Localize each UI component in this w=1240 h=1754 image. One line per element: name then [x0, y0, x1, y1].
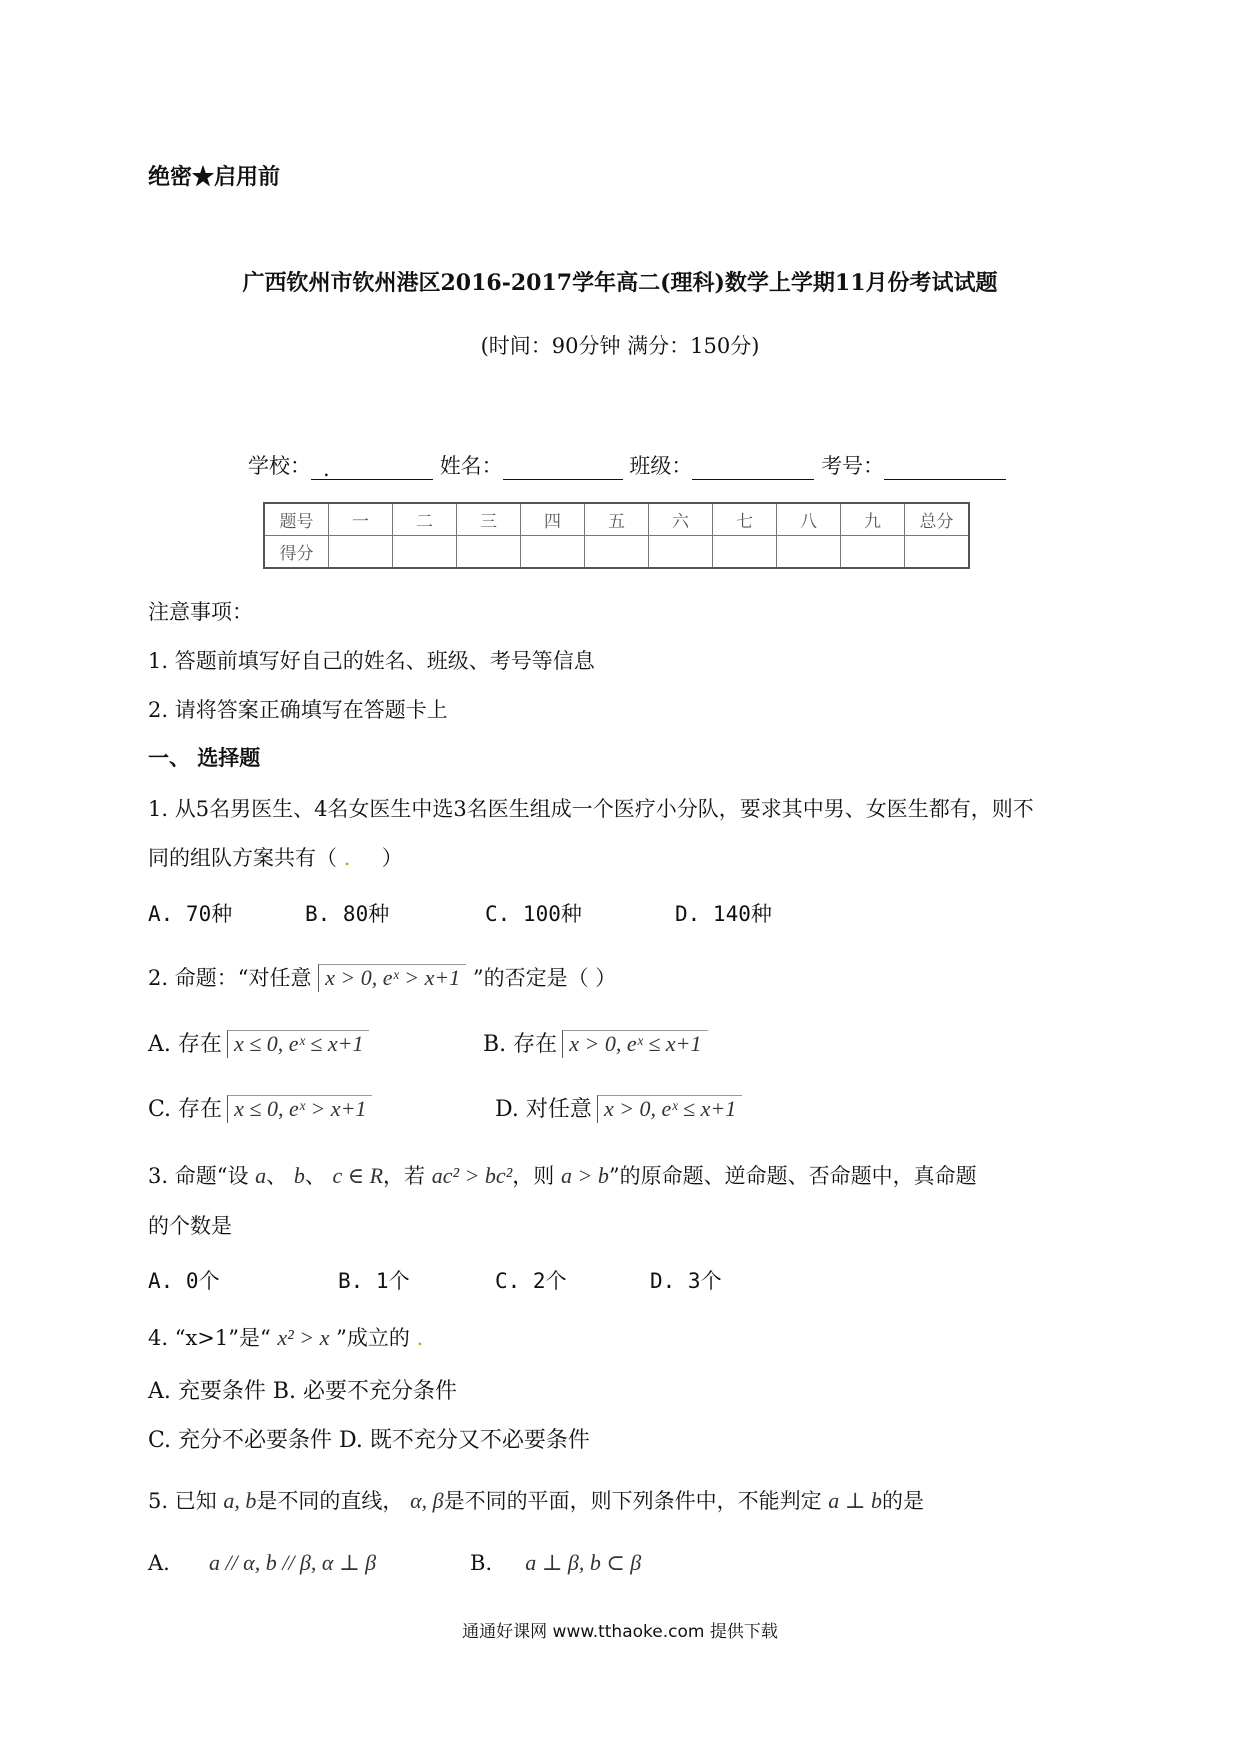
score-cell[interactable]: [777, 536, 841, 569]
class-label: 班级：: [629, 454, 693, 478]
question-3-text: ”的原命题、逆命题、否命题中，真命题: [608, 1164, 977, 1188]
score-cell[interactable]: [457, 536, 521, 569]
exam-subtitle: (时间：90分钟 满分：150分): [480, 334, 760, 358]
formula-planes: α, β: [410, 1488, 444, 1513]
formula-b: b: [293, 1163, 305, 1188]
question-2-option-c[interactable]: [148, 1092, 372, 1123]
school-label: 学校：: [248, 454, 311, 478]
score-cell[interactable]: [393, 536, 457, 569]
score-cell[interactable]: [521, 536, 585, 569]
question-4-formula: x² > x: [277, 1325, 330, 1350]
score-cell[interactable]: [329, 536, 393, 569]
score-table: [263, 502, 970, 569]
table-cell: 四: [521, 503, 585, 536]
score-cell[interactable]: [713, 536, 777, 569]
option-label: B.: [470, 1551, 493, 1575]
question-3-text: ，若: [383, 1164, 426, 1188]
option-label: A. 存在: [148, 1032, 222, 1057]
table-cell: 总分: [905, 503, 970, 536]
option-label: C. 存在: [148, 1097, 223, 1122]
score-cell[interactable]: [649, 536, 713, 569]
option-formula: x ≤ 0, eˣ > x+1: [227, 1095, 372, 1123]
option-label: D. 对任意: [495, 1097, 592, 1122]
dot-mark: .: [416, 1326, 424, 1350]
question-5-text: 是不同的平面，则下列条件中，不能判定: [443, 1489, 822, 1513]
formula-c-in-r: c ∈ R: [332, 1163, 384, 1188]
table-cell: 九: [841, 503, 905, 536]
table-cell: 二: [393, 503, 457, 536]
formula-perpendicular: a ⊥ b: [828, 1488, 882, 1513]
question-2-suffix: ”的否定是（ ）: [472, 966, 617, 990]
score-cell[interactable]: [841, 536, 905, 569]
question-2-stem: [148, 962, 616, 992]
question-3-option-d[interactable]: D. 3个: [650, 1269, 722, 1293]
exam-no-label: 考号：: [821, 454, 885, 478]
question-2-formula: x > 0, eˣ > x+1: [318, 964, 466, 992]
question-1-option-c[interactable]: C. 100种: [485, 902, 582, 926]
table-cell: 八: [777, 503, 841, 536]
question-3-text: 3. 命题“设: [148, 1164, 249, 1188]
section-heading: 一、 选择题: [148, 745, 261, 770]
score-cell[interactable]: [585, 536, 649, 569]
question-5-option-a[interactable]: [148, 1550, 376, 1576]
table-cell: 五: [585, 503, 649, 536]
table-cell: 七: [713, 503, 777, 536]
notes-heading: 注意事项：: [148, 600, 253, 624]
score-cell[interactable]: [905, 536, 970, 569]
question-3-line2: 的个数是: [148, 1214, 232, 1238]
option-formula: x > 0, eˣ ≤ x+1: [597, 1095, 742, 1123]
question-1-option-a[interactable]: A. 70种: [148, 902, 233, 926]
question-3-option-b[interactable]: B. 1个: [338, 1269, 410, 1293]
info-fields-row: [248, 450, 1006, 480]
question-5-text: 是不同的直线，: [256, 1489, 404, 1513]
option-label: A.: [148, 1551, 170, 1575]
exam-no-blank[interactable]: [884, 457, 1006, 480]
question-4-suffix: ”成立的: [336, 1326, 410, 1350]
option-formula: x > 0, eˣ ≤ x+1: [562, 1030, 707, 1058]
option-formula: a // α, b // β, α ⊥ β: [208, 1550, 377, 1575]
question-3-stem: [148, 1160, 977, 1190]
question-2-option-d[interactable]: [495, 1092, 742, 1123]
question-3-text: ，则: [512, 1164, 555, 1188]
question-5-stem: [148, 1485, 924, 1515]
question-5-text: 5. 已知: [148, 1489, 217, 1513]
note-item: 2. 请将答案正确填写在答题卡上: [148, 698, 448, 722]
answer-blank: [344, 846, 382, 870]
question-1-line1: 1. 从5名男医生、4名女医生中选3名医生组成一个医疗小分队，要求其中男、女医生都有，则不: [148, 797, 1034, 821]
table-cell: 得分: [264, 536, 329, 569]
formula-condition: ac² > bc²: [431, 1163, 513, 1188]
question-4-stem: [148, 1322, 423, 1352]
score-table-header-row: [264, 503, 969, 536]
question-1-paren: ）: [381, 846, 403, 870]
question-5-text: 的是: [882, 1489, 924, 1513]
option-formula: a ⊥ β, b ⊂ β: [525, 1550, 642, 1575]
question-4-options-line1[interactable]: A. 充要条件 B. 必要不充分条件: [148, 1379, 458, 1404]
page-footer: 通通好课网 www.tthaoke.com 提供下载: [462, 1622, 778, 1642]
question-2-option-a[interactable]: [148, 1027, 369, 1058]
separator: 、: [266, 1164, 288, 1188]
table-cell: 题号: [264, 503, 329, 536]
table-cell: 三: [457, 503, 521, 536]
formula-conclusion: a > b: [560, 1163, 609, 1188]
name-blank[interactable]: [503, 457, 623, 480]
question-1-line2: [148, 842, 403, 872]
question-3-option-a[interactable]: A. 0个: [148, 1269, 220, 1293]
question-1-text: 同的组队方案共有（: [148, 846, 344, 870]
note-item: 1. 答题前填写好自己的姓名、班级、考号等信息: [148, 649, 595, 673]
name-label: 姓名：: [439, 454, 503, 478]
separator: 、: [304, 1164, 326, 1188]
question-2-option-b[interactable]: [483, 1027, 708, 1058]
secret-mark: 绝密★启用前: [148, 164, 281, 190]
score-table-score-row: [264, 536, 969, 569]
exam-title: 广西钦州市钦州港区2016-2017学年高二(理科)数学上学期11月份考试试题: [242, 270, 998, 296]
table-cell: 一: [329, 503, 393, 536]
question-4-options-line2[interactable]: C. 充分不必要条件 D. 既不充分又不必要条件: [148, 1428, 590, 1453]
question-2-text: 2. 命题：“对任意: [148, 966, 312, 990]
class-blank[interactable]: [692, 457, 814, 480]
table-cell: 六: [649, 503, 713, 536]
formula-lines: a, b: [223, 1488, 257, 1513]
question-1-option-b[interactable]: B. 80种: [305, 902, 390, 926]
option-label: B. 存在: [483, 1032, 558, 1057]
option-formula: x ≤ 0, eˣ ≤ x+1: [227, 1030, 370, 1058]
formula-a: a: [255, 1163, 267, 1188]
dot-mark: .: [343, 846, 351, 870]
school-blank[interactable]: .: [311, 457, 433, 480]
question-4-text: 4. “x>1”是“: [148, 1326, 271, 1350]
question-3-option-c[interactable]: C. 2个: [495, 1269, 567, 1293]
question-1-option-d[interactable]: D. 140种: [675, 902, 772, 926]
question-5-option-b[interactable]: [470, 1550, 641, 1576]
